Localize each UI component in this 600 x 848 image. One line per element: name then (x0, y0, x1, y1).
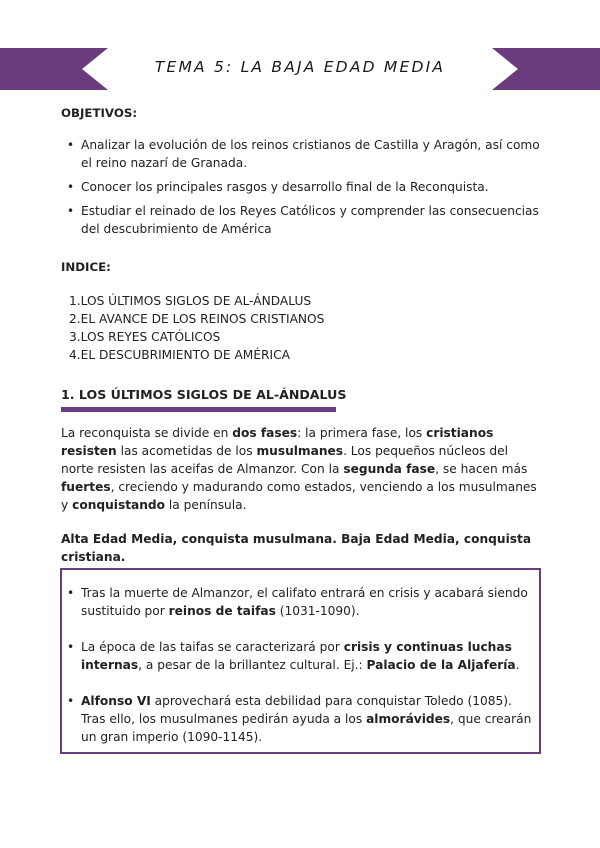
index-item: 4.EL DESCUBRIMIENTO DE AMÉRICA (69, 348, 290, 362)
framed-box (60, 568, 541, 754)
summary-line: Alta Edad Media, conquista musulmana. Baja Edad Media, conquista cristiana. (61, 532, 532, 564)
text: (1031-1090). (275, 604, 360, 618)
bold-text: fuertes (61, 480, 111, 494)
objectives-list (61, 136, 543, 238)
text: La reconquista se divide en (61, 426, 233, 440)
section-heading (61, 386, 346, 410)
index-item: 1.LOS ÚLTIMOS SIGLOS DE AL-ÁNDALUS (69, 294, 312, 308)
bold-text: crisis y continuas luchas internas (81, 640, 512, 672)
text: aprovechará esta debilidad para conquistar Toledo (1085). Tras ello, los musulmanes pedirán ayuda a los (81, 694, 512, 726)
bold-text: dos fases (232, 426, 298, 440)
index-item: 2.EL AVANCE DE LOS REINOS CRISTIANOS (69, 312, 325, 326)
index-item: 3.LOS REYES CATÓLICOS (69, 330, 221, 344)
bold-text: Alfonso VI (81, 694, 151, 708)
text: las acometidas de los (116, 444, 257, 458)
text: , que crearán un gran imperio (1090-1145). (81, 712, 532, 744)
section-heading-text: 1. LOS ÚLTIMOS SIGLOS DE AL-ÁNDALUS (61, 387, 347, 402)
text: , a pesar de la brillantez cultural. Ej.: (138, 658, 367, 672)
text: Tras la muerte de Almanzor, el califato entrará en crisis y acabará siendo sustituido por (81, 586, 528, 618)
objective-item: • Conocer los principales rasgos y desarrollo final de la Reconquista. (81, 178, 543, 196)
bold-text: cristianos resisten (61, 426, 494, 458)
index-label: INDICE: (61, 260, 111, 274)
heading-underline (61, 407, 336, 412)
document-body (61, 104, 543, 566)
objective-item: • Analizar la evolución de los reinos cristianos de Castilla y Aragón, así como el reino nazarí de Granada. (81, 136, 543, 172)
intro-paragraph (61, 424, 543, 514)
index-list (61, 292, 543, 364)
bold-text: segunda fase (343, 462, 436, 476)
bold-text: musulmanes (256, 444, 344, 458)
text: . Los pequeños núcleos del norte resisten las aceifas de Almanzor. Con la (61, 444, 508, 476)
text: La época de las taifas se caracterizará por (81, 640, 344, 654)
text: . (515, 658, 520, 672)
page-title: TEMA 5: LA BAJA EDAD MEDIA (154, 58, 446, 76)
bold-text: conquistando (72, 498, 166, 512)
box-item (81, 692, 533, 746)
objectives-label: OBJETIVOS: (61, 106, 138, 120)
text: la península. (165, 498, 247, 512)
text: , se hacen más (435, 462, 528, 476)
bold-text: almorávides (366, 712, 451, 726)
box-item (81, 584, 533, 620)
bold-text: Palacio de la Aljafería (366, 658, 516, 672)
text: : la primera fase, los (297, 426, 427, 440)
bold-text: reinos de taifas (168, 604, 276, 618)
box-item (81, 638, 533, 674)
objective-item: • Estudiar el reinado de los Reyes Católicos y comprender las consecuencias del descubrimiento de América (81, 202, 543, 238)
text: , creciendo y madurando como estados, venciendo a los musulmanes y (61, 480, 537, 512)
